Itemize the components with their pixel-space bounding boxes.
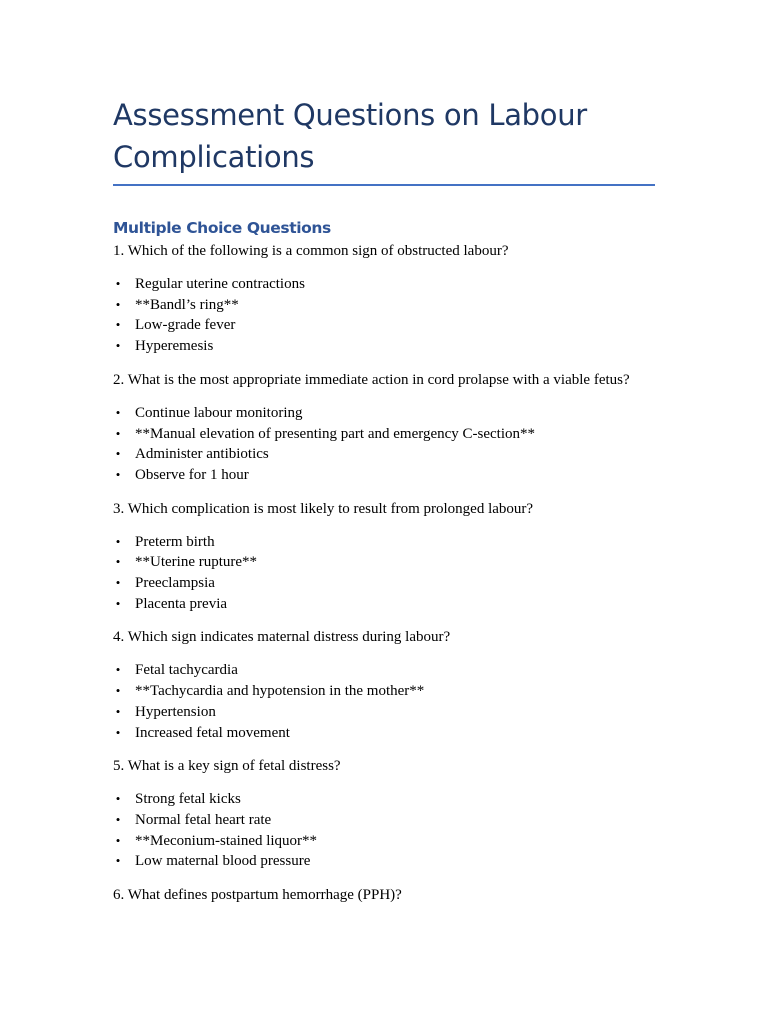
document-page (113, 94, 655, 905)
option-text: Increased fetal movement (135, 724, 290, 741)
list-item (113, 532, 655, 553)
option-text: Strong fetal kicks (135, 791, 241, 808)
bullet-icon: • (115, 595, 121, 611)
bullet-icon: • (115, 404, 121, 420)
list-item (113, 465, 655, 486)
option-list (113, 532, 655, 615)
bullet-icon: • (115, 425, 121, 441)
bullet-icon: • (115, 533, 121, 549)
option-text: Observe for 1 hour (135, 466, 249, 483)
option-text: Administer antibiotics (135, 446, 269, 463)
option-list (113, 403, 655, 486)
bullet-icon: • (115, 276, 121, 291)
list-item (113, 552, 655, 573)
list-item (113, 295, 655, 316)
option-list (113, 660, 655, 743)
bullet-icon: • (115, 791, 121, 807)
title-underline (113, 184, 655, 186)
bullet-icon: • (115, 554, 121, 570)
question-2: 2. What is the most appropriate immediate action in cord prolapse with a viable fetus? (113, 371, 630, 388)
option-text: Placenta previa (135, 595, 228, 612)
option-text: Normal fetal heart rate (135, 811, 272, 828)
list-item (113, 336, 655, 357)
list-item (113, 444, 655, 465)
list-item (113, 831, 655, 852)
section-heading: Multiple Choice Questions (113, 219, 331, 237)
bullet-icon: • (115, 811, 121, 827)
list-item (113, 424, 655, 445)
list-item (113, 315, 655, 336)
option-list (113, 789, 655, 872)
list-item (113, 789, 655, 810)
bullet-icon: • (115, 338, 121, 354)
list-item (113, 403, 655, 424)
bullet-icon: • (115, 446, 121, 462)
document-title-line-1: Assessment Questions on Labour (113, 98, 587, 132)
question-5: 5. What is a key sign of fetal distress? (113, 758, 341, 775)
document-title (113, 94, 655, 178)
question-list (113, 241, 655, 905)
document-title-line-2: Complications (113, 140, 315, 174)
list-item (113, 274, 655, 295)
option-text: Fetal tachycardia (135, 662, 238, 679)
option-text: Preterm birth (135, 533, 215, 550)
option-text: **Bandl’s ring** (135, 296, 239, 313)
list-item (113, 810, 655, 831)
option-text: **Tachycardia and hypotension in the mother** (135, 683, 425, 700)
list-item (113, 851, 655, 872)
option-text: Preeclampsia (135, 575, 215, 592)
bullet-icon: • (115, 683, 121, 699)
bullet-icon: • (115, 724, 121, 740)
option-text: **Meconium-stained liquor** (135, 832, 318, 849)
list-item (113, 723, 655, 744)
option-list (113, 274, 655, 357)
list-item (113, 702, 655, 723)
question-4: 4. Which sign indicates maternal distress during labour? (113, 629, 451, 646)
bullet-icon: • (115, 575, 121, 591)
option-text: **Manual elevation of presenting part and emergency C-section** (135, 425, 536, 442)
question-1: 1. Which of the following is a common sign of obstructed labour? (113, 243, 509, 259)
question-6: 6. What defines postpartum hemorrhage (PPH)? (113, 887, 402, 904)
list-item (113, 681, 655, 702)
question-3: 3. Which complication is most likely to result from prolonged labour? (113, 500, 534, 517)
bullet-icon: • (115, 832, 121, 848)
option-text: Hyperemesis (135, 338, 214, 355)
option-text: Hypertension (135, 703, 216, 720)
option-text: **Uterine rupture** (135, 554, 258, 571)
list-item (113, 660, 655, 681)
bullet-icon: • (115, 853, 121, 869)
bullet-icon: • (115, 662, 121, 678)
option-text: Continue labour monitoring (135, 404, 303, 421)
bullet-icon: • (115, 296, 121, 312)
bullet-icon: • (115, 317, 121, 333)
bullet-icon: • (115, 703, 121, 719)
list-item (113, 573, 655, 594)
option-text: Low maternal blood pressure (135, 853, 311, 870)
bullet-icon: • (115, 466, 121, 482)
option-text: Low-grade fever (135, 317, 236, 334)
option-text: Regular uterine contractions (135, 276, 305, 292)
list-item (113, 594, 655, 615)
